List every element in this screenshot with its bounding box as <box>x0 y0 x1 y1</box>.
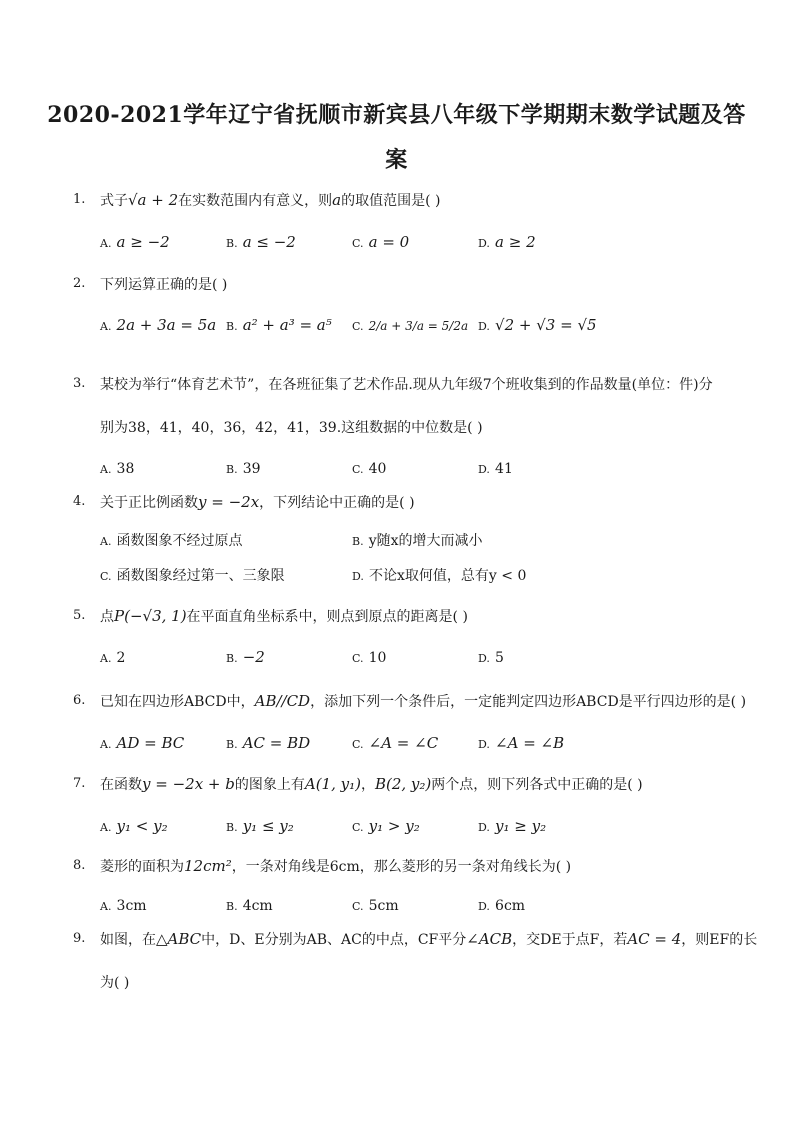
option-b[interactable]: B. 4cm <box>226 898 273 914</box>
option-a[interactable]: A. 2a + 3a = 5a <box>100 316 217 334</box>
option-d[interactable]: D. 不论x取何值，总有y < 0 <box>352 568 527 584</box>
question-number: 1. <box>73 192 86 207</box>
question-text: 式子√a + 2在实数范围内有意义，则a的取值范围是( ) <box>100 191 441 209</box>
question-number: 8. <box>73 858 86 873</box>
option-b[interactable]: B. 39 <box>226 461 261 477</box>
option-b[interactable]: B. −2 <box>226 648 265 666</box>
option-a[interactable]: A. 38 <box>100 461 135 477</box>
option-b[interactable]: B. a ≤ −2 <box>226 233 296 251</box>
document-title-line2: 案 <box>385 147 408 173</box>
document-title-line1: 2020-2021学年辽宁省抚顺市新宾县八年级下学期期末数学试题及答 <box>47 102 746 128</box>
option-a[interactable]: A. 3cm <box>100 898 147 914</box>
option-c[interactable]: C. a = 0 <box>352 233 410 251</box>
question-text: 如图，在△ABC中，D、E分别为AB、AC的中点，CF平分∠ACB，交DE于点F，若AC = 4，则EF的长 <box>100 930 758 948</box>
question-number: 4. <box>73 494 86 509</box>
option-c[interactable]: C. 40 <box>352 461 387 477</box>
option-a[interactable]: A. 函数图象不经过原点 <box>100 533 243 549</box>
option-d[interactable]: D. y₁ ≥ y₂ <box>478 817 547 835</box>
option-a[interactable]: A. y₁ < y₂ <box>100 817 168 835</box>
question-number: 6. <box>73 693 86 708</box>
option-d[interactable]: D. √2 + √3 = √5 <box>478 316 597 334</box>
option-d[interactable]: D. 41 <box>478 461 513 477</box>
question-text-continued: 别为38，41，40，36，42，41，39.这组数据的中位数是( ) <box>100 420 483 436</box>
question-text: 菱形的面积为12cm²，一条对角线是6cm，那么菱形的另一条对角线长为( ) <box>100 857 572 875</box>
question-number: 3. <box>73 376 86 391</box>
option-b[interactable]: B. y随x的增大而减小 <box>352 533 483 549</box>
option-c[interactable]: C. 5cm <box>352 898 399 914</box>
question-text: 点P(−√3, 1)在平面直角坐标系中，则点到原点的距离是( ) <box>100 607 468 625</box>
option-b[interactable]: B. a² + a³ = a⁵ <box>226 316 332 334</box>
question-number: 2. <box>73 276 86 291</box>
option-c[interactable]: C. ∠A = ∠C <box>352 734 439 752</box>
option-c[interactable]: C. 10 <box>352 650 387 666</box>
option-a[interactable]: A. 2 <box>100 650 126 666</box>
question-text: 已知在四边形ABCD中，AB//CD，添加下列一个条件后，一定能判定四边形ABCD是平行四边形的是( ) <box>100 692 747 710</box>
option-c[interactable]: C. y₁ > y₂ <box>352 817 420 835</box>
question-text: 某校为举行“体育艺术节”，在各班征集了艺术作品.现从九年级7个班收集到的作品数量(单位：件)分 <box>100 377 713 393</box>
option-c[interactable]: C. 2/a + 3/a = 5/2a <box>352 319 469 333</box>
option-d[interactable]: D. a ≥ 2 <box>478 233 536 251</box>
question-text-continued: 为( ) <box>100 975 130 991</box>
option-d[interactable]: D. 6cm <box>478 898 526 914</box>
option-b[interactable]: B. y₁ ≤ y₂ <box>226 817 294 835</box>
option-d[interactable]: D. ∠A = ∠B <box>478 734 565 752</box>
option-d[interactable]: D. 5 <box>478 650 504 666</box>
option-a[interactable]: A. AD = BC <box>100 734 185 752</box>
question-number: 5. <box>73 608 86 623</box>
option-c[interactable]: C. 函数图象经过第一、三象限 <box>100 568 285 584</box>
question-text: 下列运算正确的是( ) <box>100 277 228 293</box>
question-text: 在函数y = −2x + b的图象上有A(1, y₁)，B(2, y₂)两个点，则下列各式中正确的是( ) <box>100 775 643 793</box>
question-text: 关于正比例函数y = −2x，下列结论中正确的是( ) <box>100 493 415 511</box>
option-a[interactable]: A. a ≥ −2 <box>100 233 170 251</box>
question-number: 9. <box>73 931 86 946</box>
question-number: 7. <box>73 776 86 791</box>
option-b[interactable]: B. AC = BD <box>226 734 311 752</box>
